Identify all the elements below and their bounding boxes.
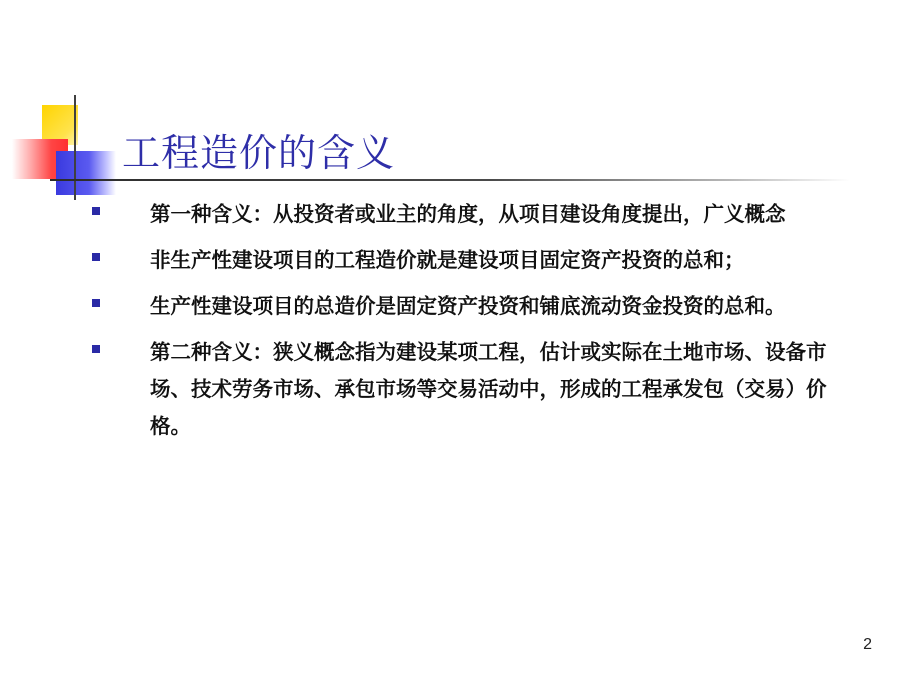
square-bullet-icon <box>92 345 100 353</box>
corner-decoration <box>0 95 130 200</box>
list-item <box>88 242 848 279</box>
bullet-text: 生产性建设项目的总造价是固定资产投资和铺底流动资金投资的总和。 <box>150 294 786 318</box>
bullet-list <box>88 196 848 454</box>
bullet-text: 非生产性建设项目的工程造价就是建设项目固定资产投资的总和； <box>150 248 745 272</box>
square-bullet-icon <box>92 299 100 307</box>
title-underline-rule <box>50 179 850 181</box>
square-bullet-icon <box>92 253 100 261</box>
vertical-rule <box>74 95 76 200</box>
square-bullet-icon <box>92 207 100 215</box>
blue-square-decoration <box>56 151 116 195</box>
list-item <box>88 334 848 445</box>
list-item <box>88 288 848 325</box>
bullet-text: 第一种含义：从投资者或业主的角度，从项目建设角度提出，广义概念 <box>150 202 786 226</box>
bullet-text: 第二种含义：狭义概念指为建设某项工程，估计或实际在土地市场、设备市场、技术劳务市场、承包市场等交易活动中，形成的工程承发包（交易）价格。 <box>150 340 827 438</box>
page-number: 2 <box>863 636 872 653</box>
list-item <box>88 196 848 233</box>
slide-title: 工程造价的含义 <box>122 131 396 175</box>
